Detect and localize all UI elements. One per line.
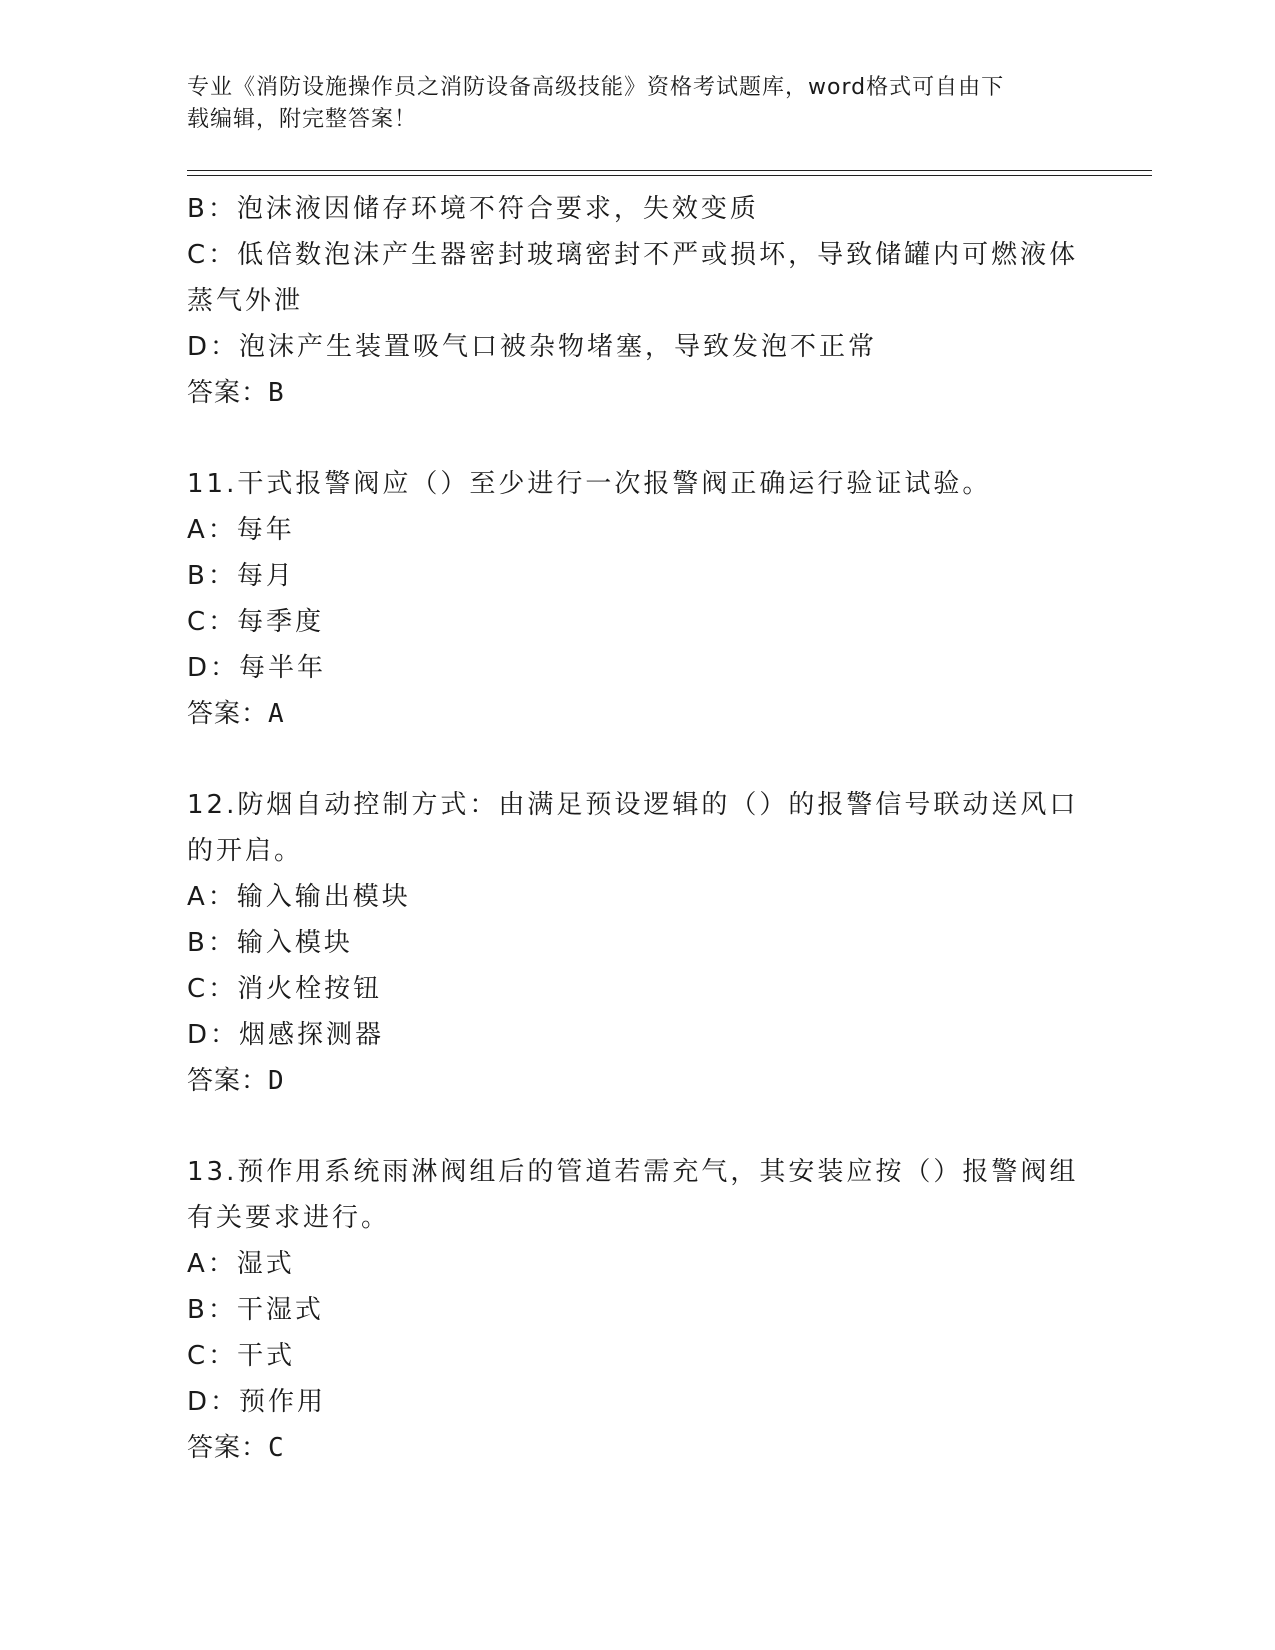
answer-label: 答案： [187,378,269,408]
option-a: A：输入输出模块 [187,882,411,912]
answer-line [187,1425,1087,1471]
option-b: B：输入模块 [187,928,353,958]
question-stem: 11.干式报警阀应（）至少进行一次报警阀正确运行验证试验。 [187,469,992,499]
header-line-1: 专业《消防设施操作员之消防设备高级技能》资格考试题库，word格式可自由下 [187,75,1005,100]
answer-line [187,370,1087,416]
option-c: C：低倍数泡沫产生器密封玻璃密封不严或损坏，导致储罐内可燃液体 [187,240,1079,270]
question-stem: 12.防烟自动控制方式：由满足预设逻辑的（）的报警信号联动送风口 [187,790,1079,820]
document-header [187,72,1087,136]
option-b: B：每月 [187,561,295,591]
header-divider-bottom [187,175,1152,176]
question-list [187,186,1087,1471]
header-line-2: 载编辑，附完整答案！ [187,107,418,132]
question-stem: 13.预作用系统雨淋阀组后的管道若需充气，其安装应按（）报警阀组 [187,1157,1079,1187]
option-c: C：消火栓按钮 [187,974,383,1004]
answer-value: D [268,1066,285,1096]
option-d: D：泡沫产生装置吸气口被杂物堵塞，导致发泡不正常 [187,332,878,362]
option-a: A：每年 [187,515,295,545]
option-d: D：烟感探测器 [187,1020,385,1050]
option-d: D：预作用 [187,1387,327,1417]
answer-value: A [268,699,285,729]
question-13 [187,1149,1087,1471]
header-divider-top [187,170,1152,171]
answer-line [187,691,1087,737]
question-stem-continued: 的开启。 [187,836,304,866]
answer-value: B [268,378,285,408]
option-d: D：每半年 [187,653,327,683]
answer-value: C [268,1433,285,1463]
answer-label: 答案： [187,1433,269,1463]
answer-label: 答案： [187,1066,269,1096]
question-stem-continued: 有关要求进行。 [187,1203,391,1233]
question-11 [187,461,1087,737]
option-b: B：干湿式 [187,1295,324,1325]
question-12 [187,782,1087,1104]
partial-question [187,186,1087,416]
option-c: C：干式 [187,1341,296,1371]
answer-label: 答案： [187,699,269,729]
option-c: C：每季度 [187,607,325,637]
option-a: A：湿式 [187,1249,295,1279]
option-c-continued: 蒸气外泄 [187,286,304,316]
option-b: B：泡沫液因储存环境不符合要求，失效变质 [187,194,759,224]
answer-line [187,1058,1087,1104]
